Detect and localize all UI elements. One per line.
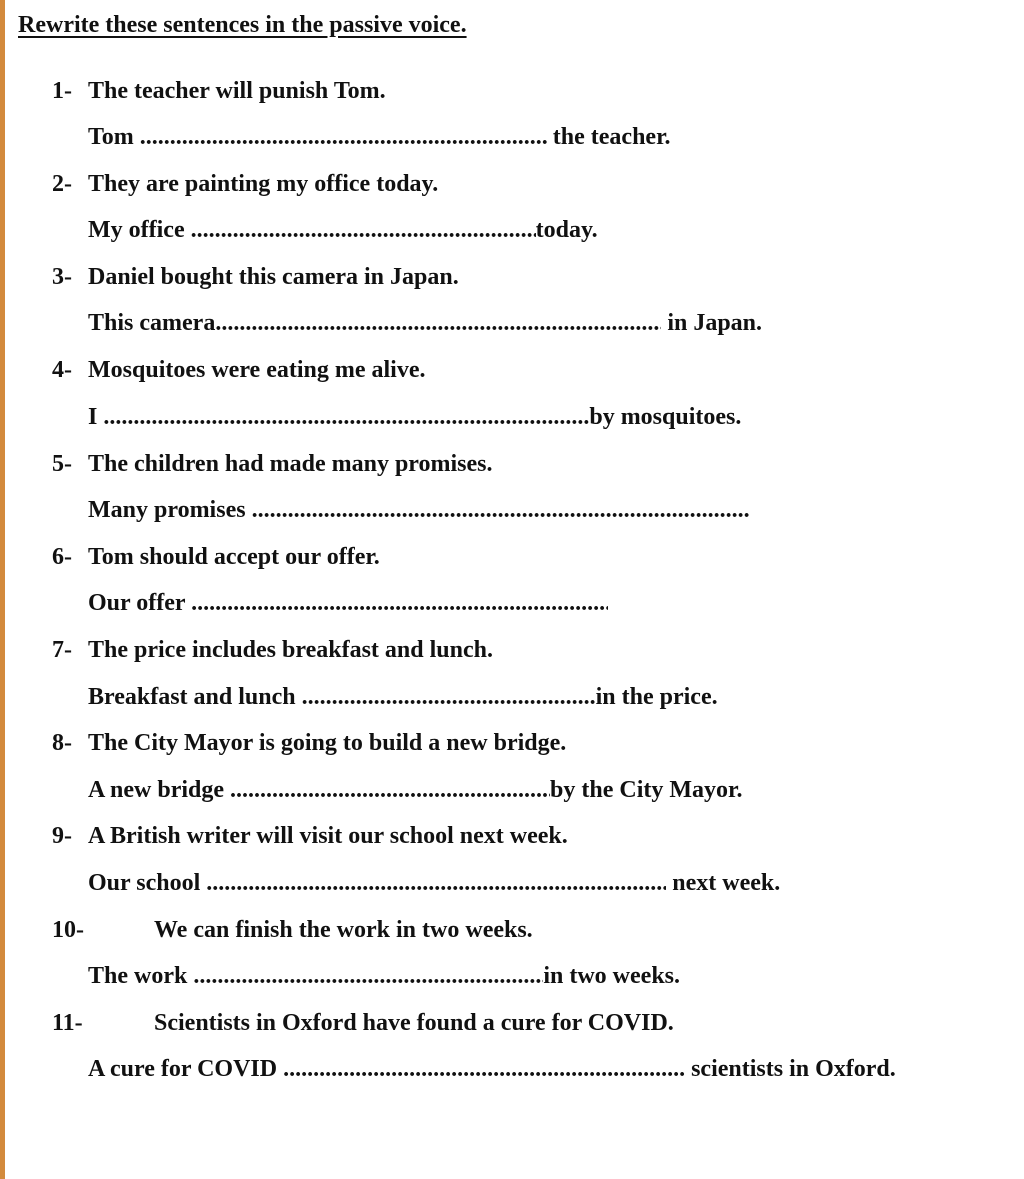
answer-prompt-end: today. (535, 217, 598, 243)
answer-prompt-start: I (88, 404, 104, 430)
question-number: 11- (52, 1010, 83, 1036)
question-number: 2- (52, 171, 72, 197)
answer-blank[interactable] (302, 684, 596, 711)
answer-blank[interactable] (215, 310, 661, 337)
answer-line-8[interactable] (88, 777, 742, 804)
answer-prompt-end: in two weeks. (543, 963, 681, 989)
answer-line-7[interactable] (88, 684, 718, 711)
answer-prompt-end: scientists in Oxford. (685, 1056, 896, 1082)
answer-line-1[interactable] (88, 124, 671, 151)
answer-prompt-start: Our school (88, 870, 207, 896)
question-sentence: The City Mayor is going to build a new bridge. (88, 730, 567, 756)
answer-prompt-end: in the price. (595, 684, 718, 710)
question-9 (52, 823, 568, 850)
answer-line-5[interactable] (88, 497, 749, 524)
question-number: 10- (52, 917, 84, 943)
question-number: 1- (52, 78, 72, 104)
question-sentence: We can finish the work in two weeks. (154, 917, 533, 943)
answer-blank[interactable] (206, 870, 666, 897)
answer-prompt-start: Many promises (88, 497, 252, 523)
question-sentence: The price includes breakfast and lunch. (88, 637, 493, 663)
answer-prompt-end: next week. (666, 870, 781, 896)
answer-line-10[interactable] (88, 963, 680, 990)
question-sentence: Mosquitoes were eating me alive. (88, 357, 426, 383)
question-5 (52, 451, 493, 478)
answer-blank[interactable] (283, 1056, 685, 1083)
question-3 (52, 264, 459, 291)
question-sentence: Daniel bought this camera in Japan. (88, 264, 459, 290)
question-sentence: Scientists in Oxford have found a cure for COVID. (154, 1010, 674, 1036)
answer-blank[interactable] (252, 497, 749, 524)
question-number: 8- (52, 730, 72, 756)
answer-line-9[interactable] (88, 870, 780, 897)
answer-blank[interactable] (230, 777, 550, 804)
answer-prompt-start: Tom (88, 124, 140, 150)
question-11 (52, 1010, 674, 1037)
question-number: 5- (52, 451, 72, 477)
answer-prompt-start: My office (88, 217, 191, 243)
question-number: 7- (52, 637, 72, 663)
question-sentence: They are painting my office today. (88, 171, 439, 197)
answer-line-4[interactable] (88, 404, 741, 431)
answer-prompt-end: by mosquitoes. (589, 404, 742, 430)
worksheet-title: Rewrite these sentences in the passive voice. (18, 12, 467, 38)
answer-prompt-end: the teacher. (546, 124, 671, 150)
answer-blank[interactable] (193, 963, 543, 990)
answer-line-3[interactable] (88, 310, 762, 337)
answer-prompt-start: A cure for COVID (88, 1056, 284, 1082)
question-8 (52, 730, 566, 757)
answer-blank[interactable] (103, 404, 589, 431)
answer-prompt-start: This camera (88, 310, 216, 336)
question-10 (52, 917, 533, 944)
question-1 (52, 78, 386, 105)
answer-line-11[interactable] (88, 1056, 896, 1083)
answer-prompt-start: Our offer (88, 590, 192, 616)
answer-blank[interactable] (191, 590, 608, 617)
answer-prompt-start: A new bridge (88, 777, 231, 803)
question-2 (52, 171, 438, 198)
question-number: 6- (52, 544, 72, 570)
answer-line-6[interactable] (88, 590, 608, 617)
answer-prompt-start: Breakfast and lunch (88, 684, 302, 710)
answer-prompt-end: in Japan. (661, 310, 763, 336)
question-number: 4- (52, 357, 72, 383)
question-sentence: The children had made many promises. (88, 451, 493, 477)
answer-blank[interactable] (191, 217, 536, 244)
answer-prompt-end: by the City Mayor. (550, 777, 743, 803)
question-number: 9- (52, 823, 72, 849)
question-sentence: Tom should accept our offer. (88, 544, 380, 570)
question-7 (52, 637, 493, 664)
answer-blank[interactable] (140, 124, 547, 151)
question-sentence: A British writer will visit our school next week. (88, 823, 568, 849)
question-sentence: The teacher will punish Tom. (88, 78, 386, 104)
answer-prompt-start: The work (88, 963, 194, 989)
answer-line-2[interactable] (88, 217, 598, 244)
question-4 (52, 357, 426, 384)
question-6 (52, 544, 380, 571)
question-number: 3- (52, 264, 72, 290)
